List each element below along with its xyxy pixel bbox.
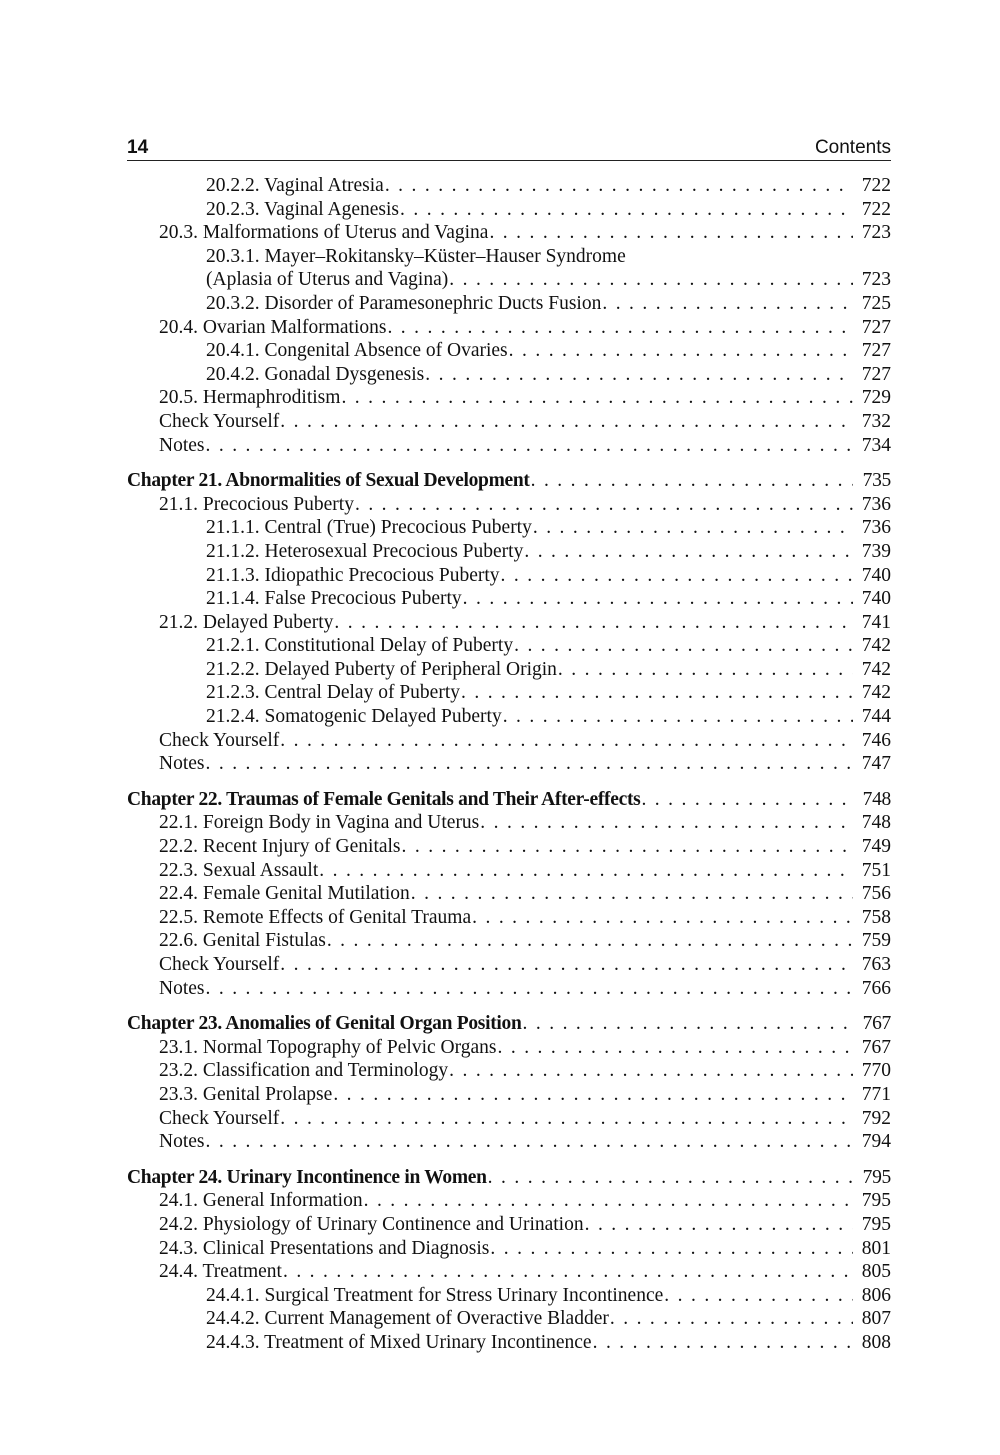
- toc-entry-title: 21.1.2. Heterosexual Precocious Puberty: [206, 540, 524, 562]
- toc-entry-page: 801: [861, 1237, 891, 1259]
- dot-leader: [355, 493, 853, 517]
- toc-entry-page: 723: [861, 222, 891, 244]
- toc-entry-page: 744: [861, 706, 891, 728]
- page-number: 14: [127, 137, 149, 158]
- toc-entry-page: 723: [861, 269, 891, 291]
- toc-entry-title: 22.6. Genital Fistulas: [159, 930, 326, 952]
- toc-chapter-entry: [127, 1166, 891, 1190]
- toc-entry-page: 722: [861, 175, 891, 196]
- toc-entry-page: 807: [861, 1308, 891, 1330]
- toc-entry: [127, 245, 891, 269]
- dot-leader: [280, 729, 853, 753]
- toc-entry-title: Notes: [159, 753, 205, 775]
- dot-leader: [558, 658, 853, 682]
- toc-entry-page: 747: [861, 753, 891, 775]
- dot-leader: [333, 1083, 853, 1107]
- toc-entry: [127, 953, 891, 977]
- toc-entry-title: 24.4. Treatment: [159, 1261, 282, 1283]
- toc-entry-title: Chapter 24. Urinary Incontinence in Women: [127, 1166, 487, 1188]
- toc-entry-page: 758: [861, 906, 891, 928]
- toc-entry-page: 748: [862, 788, 891, 810]
- toc-entry-title: 22.3. Sexual Assault: [159, 859, 319, 881]
- toc-entry-title: 20.3.1. Mayer–Rokitansky–Küster–Hauser Syndrome: [206, 245, 626, 267]
- toc-entry-page: 742: [861, 682, 891, 704]
- toc-entry: [127, 611, 891, 635]
- toc-entry-page: 736: [861, 517, 891, 539]
- toc-entry-page: 771: [861, 1083, 891, 1105]
- toc-entry-title: 22.2. Recent Injury of Genitals: [159, 836, 401, 858]
- toc-entry: [127, 1331, 891, 1355]
- toc-entry-page: 739: [861, 540, 891, 562]
- toc-entry: [127, 410, 891, 434]
- toc-entry-title: 21.2.1. Constitutional Delay of Puberty: [206, 635, 514, 657]
- toc-entry: [127, 1213, 891, 1237]
- toc-entry-page: 741: [861, 611, 891, 633]
- toc-entry-title: 21.2. Delayed Puberty: [159, 611, 334, 633]
- toc-entry-title: 22.1. Foreign Body in Vagina and Uterus: [159, 812, 480, 834]
- toc-entry: [127, 198, 891, 222]
- dot-leader: [488, 1166, 853, 1190]
- toc-entry-title: Notes: [159, 977, 205, 999]
- toc-entry: [127, 339, 891, 363]
- dot-leader: [602, 292, 853, 316]
- toc-entry: [127, 681, 891, 705]
- toc-entry-page: 722: [861, 198, 891, 220]
- toc-entry-page: 756: [861, 883, 891, 905]
- toc-entry-page: 795: [862, 1166, 891, 1188]
- toc-entry-title: (Aplasia of Uterus and Vagina): [206, 269, 449, 291]
- page-header: [127, 136, 891, 161]
- toc-entry: [127, 386, 891, 410]
- toc-entry-title: 20.3. Malformations of Uterus and Vagina: [159, 222, 489, 244]
- dot-leader: [531, 469, 853, 493]
- dot-leader: [610, 1307, 853, 1331]
- toc-entry: [127, 705, 891, 729]
- toc-entry: [127, 634, 891, 658]
- dot-leader: [327, 929, 853, 953]
- dot-leader: [411, 882, 853, 906]
- toc-entry: [127, 1189, 891, 1213]
- dot-leader: [664, 1284, 853, 1308]
- dot-leader: [206, 752, 854, 776]
- toc-entry-page: 767: [861, 1036, 891, 1058]
- dot-leader: [319, 859, 853, 883]
- dot-leader: [503, 705, 853, 729]
- toc-entry-title: 23.1. Normal Topography of Pelvic Organs: [159, 1036, 497, 1058]
- toc-entry: [127, 174, 891, 198]
- dot-leader: [463, 587, 853, 611]
- toc-entry-page: 740: [861, 588, 891, 610]
- dot-leader: [501, 564, 853, 588]
- toc-entry-title: 21.2.3. Central Delay of Puberty: [206, 682, 460, 704]
- toc-entry-title: 21.1.1. Central (True) Precocious Puberty: [206, 517, 532, 539]
- dot-leader: [364, 1189, 853, 1213]
- toc-entry-title: 22.5. Remote Effects of Genital Trauma: [159, 906, 472, 928]
- toc-chapter-entry: [127, 469, 891, 493]
- toc-entry-page: 766: [861, 977, 891, 999]
- toc-chapter-entry: [127, 788, 891, 812]
- toc-entry-page: 751: [861, 859, 891, 881]
- toc-entry-title: Notes: [159, 1131, 205, 1153]
- toc-entry-page: 740: [861, 564, 891, 586]
- dot-leader: [449, 268, 853, 292]
- toc-entry-page: 725: [861, 292, 891, 314]
- toc-entry-page: 734: [861, 434, 891, 456]
- toc-entry-page: 763: [861, 954, 891, 975]
- toc-entry-title: 23.3. Genital Prolapse: [159, 1083, 333, 1105]
- toc-entry: [127, 1307, 891, 1331]
- toc-entry: [127, 977, 891, 1001]
- toc-entry-title: Notes: [159, 434, 205, 456]
- toc-entry-page: 735: [862, 470, 891, 492]
- dot-leader: [280, 953, 853, 977]
- toc-entry: [127, 493, 891, 517]
- toc-entry: [127, 363, 891, 387]
- toc-entry-page: 792: [861, 1107, 891, 1129]
- toc-entry-title: 20.4. Ovarian Malformations: [159, 316, 387, 338]
- toc-entry-title: Check Yourself: [159, 1107, 280, 1129]
- dot-leader: [334, 611, 853, 635]
- toc-entry-title: Check Yourself: [159, 729, 280, 751]
- toc-entry: [127, 1237, 891, 1261]
- toc-entry-page: 808: [861, 1331, 891, 1353]
- toc-entry: [127, 835, 891, 859]
- table-of-contents: [127, 174, 891, 1355]
- toc-entry-title: 24.4.2. Current Management of Overactive Bladder: [206, 1308, 609, 1330]
- toc-entry-title: 24.4.1. Surgical Treatment for Stress Urinary Incontinence: [206, 1284, 664, 1306]
- toc-entry: [127, 1130, 891, 1154]
- toc-entry: [127, 434, 891, 458]
- toc-entry-title: Chapter 23. Anomalies of Genital Organ Position: [127, 1013, 522, 1035]
- toc-entry-title: 20.4.1. Congenital Absence of Ovaries: [206, 340, 508, 362]
- toc-entry-title: Check Yourself: [159, 954, 280, 975]
- dot-leader: [206, 1130, 854, 1154]
- toc-entry-page: 767: [862, 1013, 891, 1035]
- toc-entry: [127, 221, 891, 245]
- toc-entry-title: 20.5. Hermaphroditism: [159, 387, 341, 409]
- toc-entry: [127, 882, 891, 906]
- toc-entry-title: 24.2. Physiology of Urinary Continence and Urination: [159, 1213, 584, 1235]
- toc-entry: [127, 540, 891, 564]
- dot-leader: [206, 434, 854, 458]
- toc-entry-page: 759: [861, 930, 891, 952]
- toc-entry: [127, 1107, 891, 1131]
- dot-leader: [524, 540, 853, 564]
- dot-leader: [280, 1107, 853, 1131]
- toc-entry-title: Check Yourself: [159, 410, 280, 432]
- toc-entry-page: 742: [861, 658, 891, 680]
- dot-leader: [400, 198, 853, 222]
- toc-entry: [127, 516, 891, 540]
- toc-entry-page: 794: [861, 1131, 891, 1153]
- toc-entry-title: 24.4.3. Treatment of Mixed Urinary Incontinence: [206, 1331, 592, 1353]
- toc-entry: [127, 268, 891, 292]
- toc-entry-title: 21.1. Precocious Puberty: [159, 493, 354, 515]
- toc-entry-title: 20.3.2. Disorder of Paramesonephric Ducts Fusion: [206, 292, 602, 314]
- toc-entry-page: 805: [861, 1261, 891, 1283]
- toc-entry-title: 21.1.3. Idiopathic Precocious Puberty: [206, 564, 500, 586]
- toc-entry: [127, 752, 891, 776]
- toc-entry-page: 729: [861, 387, 891, 409]
- toc-entry-title: 24.3. Clinical Presentations and Diagnosis: [159, 1237, 490, 1259]
- toc-entry-page: 727: [861, 316, 891, 338]
- toc-entry: [127, 292, 891, 316]
- toc-entry: [127, 729, 891, 753]
- toc-entry-title: Chapter 21. Abnormalities of Sexual Development: [127, 470, 530, 492]
- dot-leader: [206, 977, 854, 1001]
- toc-entry: [127, 859, 891, 883]
- toc-entry: [127, 1036, 891, 1060]
- toc-entry-title: 22.4. Female Genital Mutilation: [159, 883, 410, 905]
- toc-entry: [127, 811, 891, 835]
- toc-chapter-entry: [127, 1012, 891, 1036]
- toc-entry-title: 20.4.2. Gonadal Dysgenesis: [206, 363, 425, 385]
- dot-leader: [480, 811, 853, 835]
- toc-entry: [127, 929, 891, 953]
- toc-entry: [127, 658, 891, 682]
- toc-entry-title: 24.1. General Information: [159, 1190, 363, 1212]
- toc-entry-page: 732: [861, 410, 891, 432]
- toc-entry-title: 20.2.2. Vaginal Atresia: [206, 175, 384, 196]
- dot-leader: [385, 174, 853, 198]
- dot-leader: [593, 1331, 853, 1355]
- toc-entry-page: 749: [861, 836, 891, 858]
- dot-leader: [514, 634, 853, 658]
- toc-entry-title: 21.1.4. False Precocious Puberty: [206, 588, 462, 610]
- toc-entry-title: Chapter 22. Traumas of Female Genitals and Their After-effects: [127, 788, 641, 810]
- dot-leader: [533, 516, 853, 540]
- dot-leader: [585, 1213, 853, 1237]
- toc-entry: [127, 316, 891, 340]
- toc-entry-page: 746: [861, 729, 891, 751]
- toc-entry-page: 736: [861, 493, 891, 515]
- dot-leader: [425, 363, 853, 387]
- toc-entry-title: 20.2.3. Vaginal Agenesis: [206, 198, 400, 220]
- toc-entry-title: 21.2.4. Somatogenic Delayed Puberty: [206, 706, 502, 728]
- toc-entry: [127, 1284, 891, 1308]
- toc-entry-page: 727: [861, 363, 891, 385]
- dot-leader: [461, 681, 853, 705]
- toc-entry-page: 795: [861, 1213, 891, 1235]
- dot-leader: [341, 386, 853, 410]
- dot-leader: [523, 1012, 853, 1036]
- toc-entry: [127, 1059, 891, 1083]
- dot-leader: [472, 906, 853, 930]
- toc-entry: [127, 587, 891, 611]
- dot-leader: [490, 1237, 853, 1261]
- toc-entry-page: 806: [861, 1284, 891, 1306]
- dot-leader: [498, 1036, 854, 1060]
- toc-entry-page: 742: [861, 635, 891, 657]
- toc-entry: [127, 906, 891, 930]
- toc-entry-title: 23.2. Classification and Terminology: [159, 1060, 449, 1082]
- toc-entry: [127, 1083, 891, 1107]
- toc-entry-title: 21.2.2. Delayed Puberty of Peripheral Origin: [206, 658, 557, 680]
- toc-entry-page: 795: [861, 1190, 891, 1212]
- dot-leader: [387, 316, 853, 340]
- running-title: Contents: [814, 137, 891, 158]
- dot-leader: [283, 1260, 853, 1284]
- toc-entry-page: 748: [861, 812, 891, 834]
- dot-leader: [449, 1059, 853, 1083]
- dot-leader: [489, 221, 853, 245]
- dot-leader: [280, 410, 853, 434]
- dot-leader: [509, 339, 853, 363]
- dot-leader: [641, 788, 853, 812]
- toc-entry: [127, 1260, 891, 1284]
- toc-entry: [127, 564, 891, 588]
- dot-leader: [402, 835, 853, 859]
- toc-entry-page: 770: [861, 1060, 891, 1082]
- toc-entry-page: 727: [861, 340, 891, 362]
